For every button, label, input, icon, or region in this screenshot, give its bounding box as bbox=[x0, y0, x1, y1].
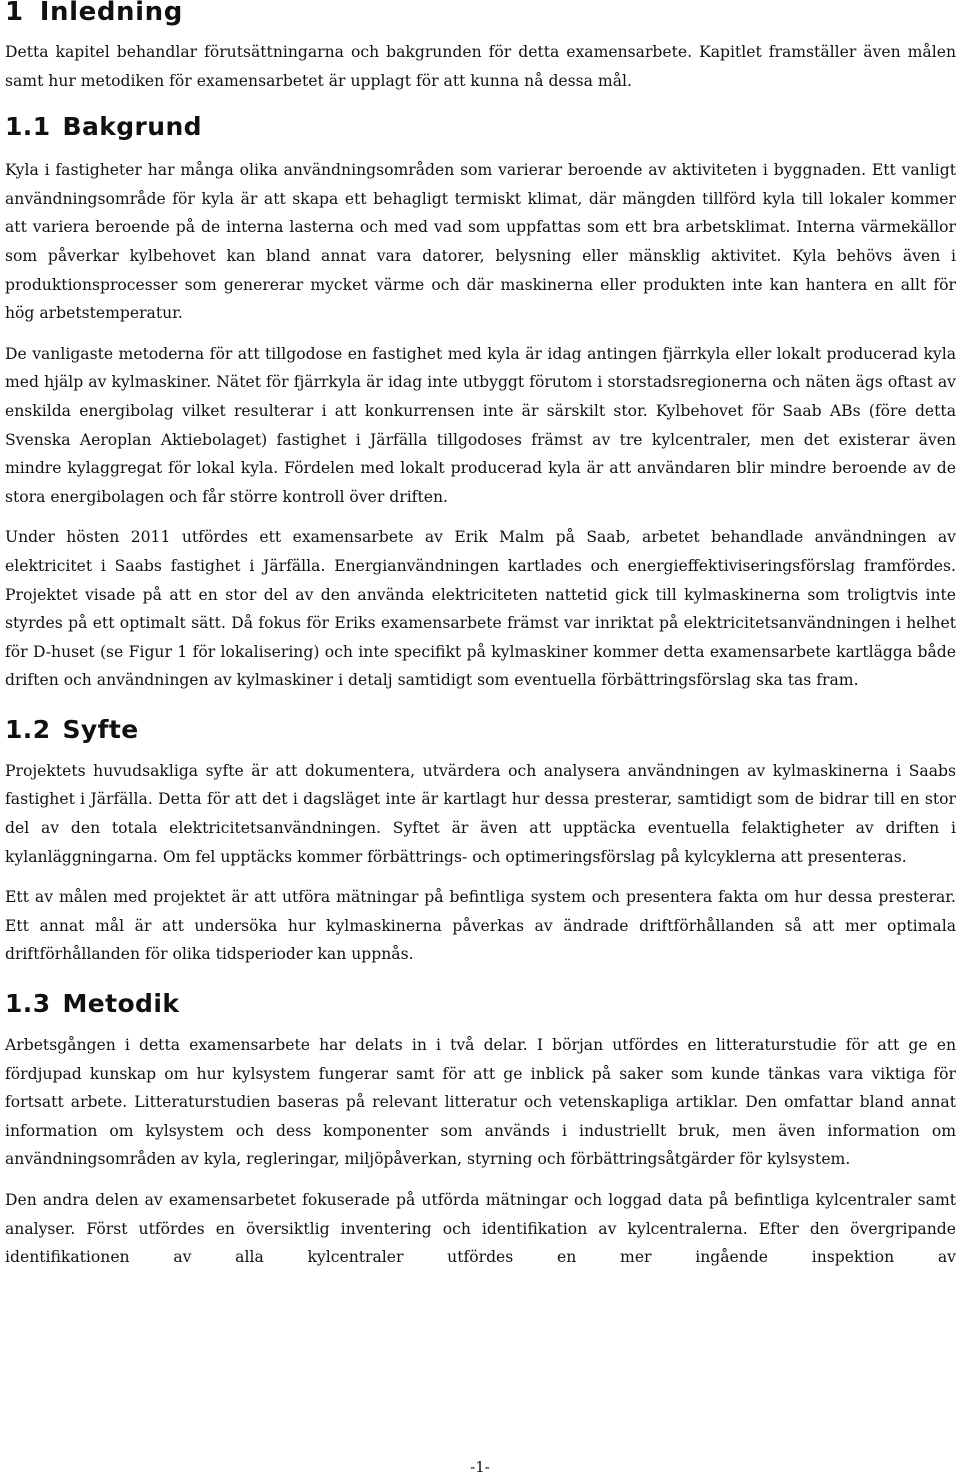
section-number: 1.3 bbox=[5, 989, 51, 1019]
bakgrund-paragraph-1: Kyla i fastigheter har många olika användningsområden som varierar beroende av aktiviteten i byggnaden. Ett vanligt användningsområde för kyla är att skapa ett behagligt termiskt klimat, där mängden tillförd kyla till lokaler kommer att variera beroende på de interna lasterna och med vad som uppfattas som ett bra arbetsklimat. Interna värmekällor som påverkar kylbehovet kan bland annat vara datorer, belysning eller mänsklig aktivitet. Kyla behövs även i produktionsprocesser som genererar mycket värme och där maskinerna eller produkten inte kan hantera en allt för hög arbetstemperatur. bbox=[5, 161, 956, 323]
section-heading-metodik bbox=[5, 989, 956, 1019]
chapter-intro-paragraph: Detta kapitel behandlar förutsättningarna och bakgrunden för detta examensarbete. Kapitlet framställer även målen samt hur metodiken för examensarbetet är upplagt för att kunna nå dessa mål. bbox=[5, 43, 956, 90]
section-title: Syfte bbox=[62, 714, 139, 744]
page-number: -1- bbox=[470, 1458, 490, 1476]
syfte-paragraph-1: Projektets huvudsakliga syfte är att dokumentera, utvärdera och analysera användningen av kylmaskinerna i Saabs fastighet i Järfälla. Detta för att det i dagsläget inte är kartlagt hur dessa presterar, samtidigt som de bidrar till en stor del av den totala elektricitetsanvändningen. Syftet är även att upptäcka eventuella felaktigheter av driften i kylanläggningarna. Om fel upptäcks kommer förbättrings- och optimeringsförslag på kylcyklerna att presenteras. bbox=[5, 761, 956, 866]
section-heading-bakgrund bbox=[5, 112, 956, 142]
bakgrund-paragraph-3: Under hösten 2011 utfördes ett examensarbete av Erik Malm på Saab, arbetet behandlade användningen av elektricitet i Saabs fastighet i Järfälla. Energianvändningen kartlades och energieffektiviseringsförslag framfördes. Projektet visade på att en stor del av den använda elektriciteten nattetid gick till kylmaskinerna som troligtvis inte styrdes på ett optimalt sätt. Då fokus för Eriks examensarbete främst var inriktat på elektricitetsanvändningen i helhet för D-huset (se Figur 1 för lokalisering) och inte specifikt på kylmaskiner kommer detta examensarbete kartlägga både driften och användningen av kylmaskiner i detalj samtidigt som eventuella förbättringsförslag ska tas fram. bbox=[5, 528, 956, 690]
section-title: Metodik bbox=[62, 989, 180, 1019]
metodik-paragraph-2: Den andra delen av examensarbetet fokuserade på utförda mätningar och loggad data på befintliga kylcentraler samt analyser. Först utfördes en översiktlig inventering och identifikation av kylcentralerna. Efter den övergripande identifikationen av alla kylcentraler utfördes en mer ingående inspektion av bbox=[5, 1191, 956, 1267]
section-heading-syfte bbox=[5, 715, 956, 745]
chapter-heading bbox=[5, 0, 956, 27]
chapter-number: 1 bbox=[5, 0, 24, 27]
chapter-title: Inledning bbox=[39, 0, 183, 27]
section-number: 1.1 bbox=[5, 112, 51, 142]
bakgrund-paragraph-2: De vanligaste metoderna för att tillgodose en fastighet med kyla är idag antingen fjärrkyla eller lokalt producerad kyla med hjälp av kylmaskiner. Nätet för fjärrkyla är idag inte utbyggt förutom i storstadsregionerna och näten ägs oftast av enskilda energibolag vilket resulterar i att konkurrensen inte är särskilt stor. Kylbehovet för Saab ABs (före detta Svenska Aeroplan Aktiebolaget) fastighet i Järfälla tillgodoses främst av tre kylcentraler, men det existerar även mindre kylaggregat för lokal kyla. Fördelen med lokalt producerad kyla är att användaren blir mindre beroende av de stora energibolagen och får större kontroll över driften. bbox=[5, 344, 956, 506]
document-page bbox=[5, 0, 956, 1272]
metodik-paragraph-1: Arbetsgången i detta examensarbete har delats in i två delar. I början utfördes en litteraturstudie för att ge en fördjupad kunskap om hur kylsystem fungerar samt för att ge inblick på saker som kunde tänkas vara viktiga för fortsatt arbete. Litteraturstudien baseras på relevant litteratur och vetenskapliga artiklar. Den omfattar bland annat information om kylsystem och dess komponenter som används i industriellt bruk, men även information om användningsområden av kyla, regleringar, miljöpåverkan, styrning och förbättringsåtgärder för kylsystem. bbox=[5, 1036, 956, 1169]
section-number: 1.2 bbox=[5, 714, 51, 744]
syfte-paragraph-2: Ett av målen med projektet är att utföra mätningar på befintliga system och presentera fakta om hur dessa presterar. Ett annat mål är att undersöka hur kylmaskinerna påverkas av ändrade driftförhållanden så att mer optimala driftförhållanden för olika tidsperioder kan uppnås. bbox=[5, 888, 956, 964]
section-title: Bakgrund bbox=[62, 112, 202, 142]
